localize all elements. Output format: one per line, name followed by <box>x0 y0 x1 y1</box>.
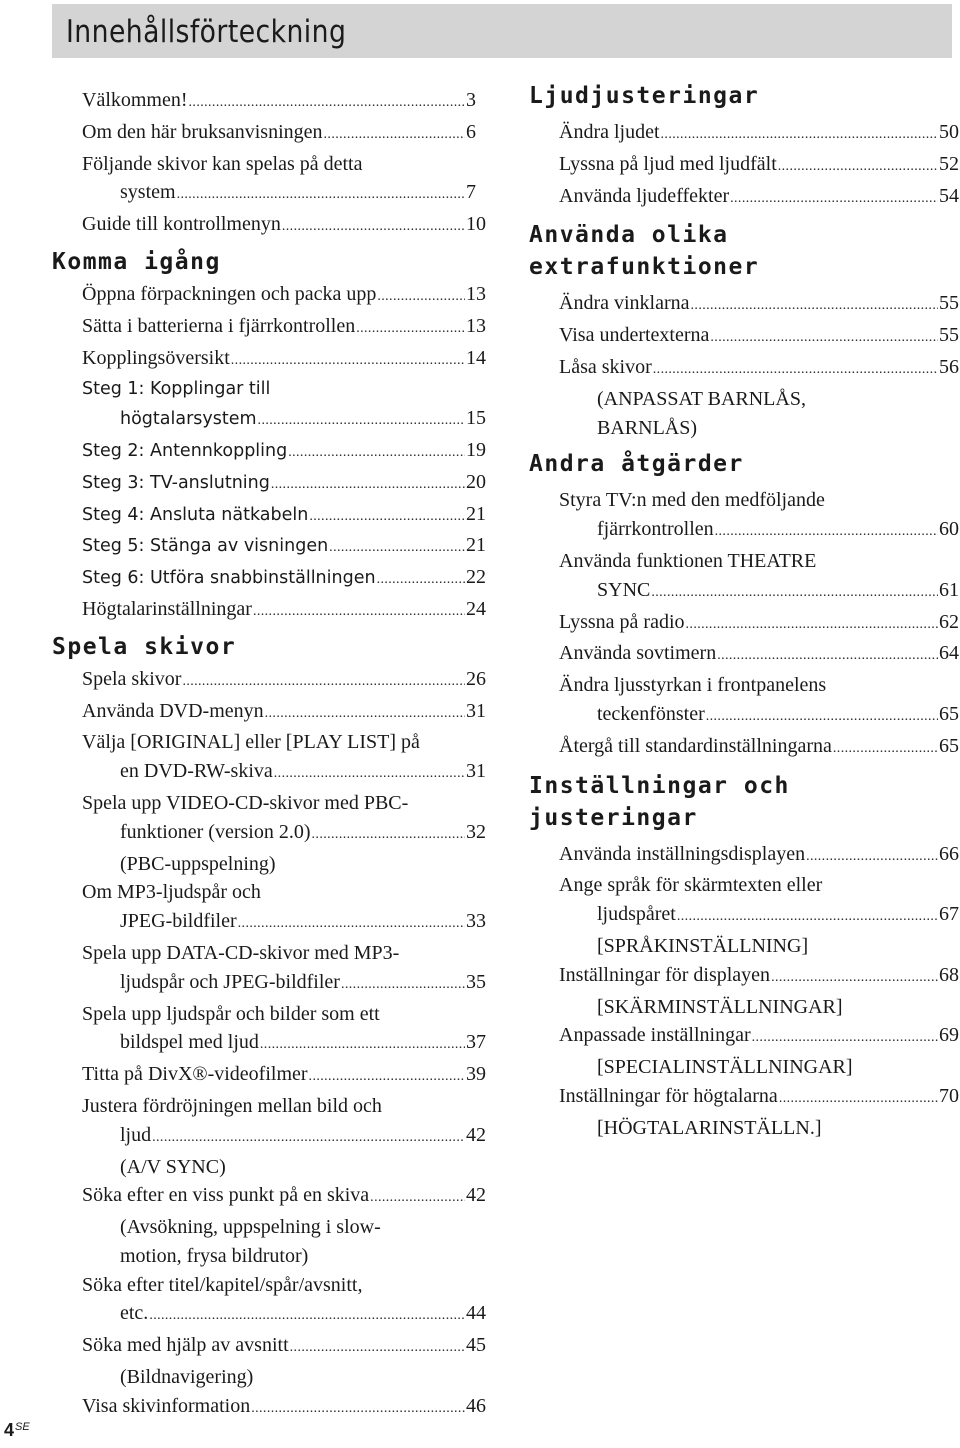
toc-entry-title: (PBC-uppspelning) <box>120 852 276 875</box>
toc-entry-title: Steg 6: Utföra snabbinställningen <box>82 568 376 589</box>
toc-entry[interactable] <box>559 289 959 321</box>
toc-entry-title: Inställningar för displayen <box>559 963 771 986</box>
toc-page-number: 35 <box>466 970 486 993</box>
toc-entry[interactable] <box>559 150 959 182</box>
toc-entry-title: Använda inställningsdisplayen <box>559 842 806 865</box>
toc-entry-title: ljudspåret <box>597 903 676 926</box>
language-code: SE <box>15 1421 30 1433</box>
toc-entry-title: Använda sovtimern <box>559 642 717 665</box>
toc-entry-title: Sätta i batterierna i fjärrkontrollen <box>82 314 356 337</box>
toc-entry[interactable] <box>82 1331 492 1392</box>
toc-entry-line <box>82 178 492 210</box>
toc-entry-line <box>559 1082 959 1114</box>
toc-entry-line <box>82 665 492 697</box>
toc-entry-line <box>559 321 959 353</box>
toc-entry-title: Steg 3: TV-anslutning <box>82 472 270 493</box>
section-heading: Komma igång <box>52 248 221 275</box>
toc-entry[interactable] <box>82 563 492 595</box>
toc-entry-line <box>559 932 959 961</box>
dot-leader <box>177 181 465 210</box>
dot-leader <box>778 153 938 182</box>
toc-entry-line <box>559 900 959 932</box>
toc-page-number: 67 <box>939 903 959 926</box>
toc-entry-title: Inställningar för högtalarna <box>559 1084 778 1107</box>
toc-entry[interactable] <box>82 728 492 789</box>
dot-leader <box>309 503 465 532</box>
toc-entry[interactable] <box>82 1000 492 1061</box>
section-heading: Andra åtgärder <box>529 451 744 478</box>
toc-page-number: 37 <box>466 1031 486 1054</box>
toc-entry-line <box>559 547 959 576</box>
toc-entry-title: ljudspår och JPEG-bildfiler <box>120 970 340 993</box>
toc-entry[interactable] <box>82 697 492 729</box>
toc-entry[interactable] <box>559 182 959 214</box>
toc-page-number: 52 <box>939 152 959 175</box>
toc-entry-line <box>82 595 492 627</box>
toc-entry-title: Välja [ORIGINAL] eller [PLAY LIST] på <box>82 731 420 754</box>
toc-entry[interactable] <box>559 1021 959 1082</box>
toc-entry-title: Ändra vinklarna <box>559 292 690 315</box>
toc-entry[interactable] <box>82 118 492 150</box>
dot-leader <box>251 1395 465 1424</box>
toc-entry-title: Högtalarinställningar <box>82 597 252 620</box>
toc-entry-title: Ange språk för skärmtexten eller <box>559 874 823 897</box>
toc-entry[interactable] <box>82 500 492 532</box>
dot-leader <box>661 121 938 150</box>
toc-entry-title: Välkommen! <box>82 89 188 111</box>
toc-entry[interactable] <box>82 210 492 242</box>
toc-entry-line <box>559 608 959 640</box>
dot-leader <box>730 185 938 214</box>
toc-entry-line <box>559 486 959 515</box>
dot-leader <box>706 703 938 732</box>
dot-leader <box>288 439 465 468</box>
toc-entry-title: Använda funktionen THEATRE <box>559 549 817 572</box>
toc-entry-title: (Avsökning, uppspelning i slow- <box>120 1216 381 1239</box>
toc-entry-title: (ANPASSAT BARNLÅS, <box>597 387 806 410</box>
dot-leader <box>189 89 465 118</box>
toc-entry-title: Spela upp DATA-CD-skivor med MP3- <box>82 941 400 964</box>
toc-entry-title: en DVD-RW-skiva <box>120 760 273 783</box>
toc-entry-line <box>82 1153 492 1182</box>
toc-page-number: 62 <box>939 610 959 633</box>
dot-leader <box>253 598 465 627</box>
dot-leader <box>290 1334 465 1363</box>
dot-leader <box>833 735 938 764</box>
dot-leader <box>356 315 465 344</box>
toc-entry-line <box>82 1299 492 1331</box>
toc-entry-title: funktioner (version 2.0) <box>120 820 311 843</box>
dot-leader <box>271 471 465 500</box>
toc-entry-title: Steg 4: Ansluta nätkabeln <box>82 504 309 525</box>
toc-entry-title: Söka med hjälp av avsnitt <box>82 1334 289 1357</box>
toc-entry[interactable] <box>82 665 492 697</box>
toc-page-number: 61 <box>939 578 959 601</box>
toc-entry[interactable] <box>82 86 492 118</box>
toc-entry[interactable] <box>82 1181 492 1270</box>
dot-leader <box>370 1184 465 1213</box>
dot-leader <box>238 910 465 939</box>
toc-entry-line <box>559 1021 959 1053</box>
toc-page-number: 26 <box>466 667 486 690</box>
toc-page-number: 7 <box>466 181 476 204</box>
toc-column-right <box>529 80 959 1143</box>
toc-entry-line <box>559 353 959 385</box>
toc-entry[interactable] <box>82 1092 492 1181</box>
toc-entry[interactable] <box>82 878 492 939</box>
dot-leader <box>651 579 938 608</box>
toc-entry-line <box>82 563 492 595</box>
toc-section-inställningar-och-justeringar <box>529 770 959 1143</box>
toc-entry-title: teckenfönster <box>597 702 705 725</box>
toc-entry-line <box>559 385 959 414</box>
section-heading: Spela skivor <box>52 633 237 660</box>
dot-leader <box>710 324 938 353</box>
toc-entry[interactable] <box>82 531 492 563</box>
toc-page-number: 14 <box>466 346 486 369</box>
toc-page-number: 20 <box>466 470 486 493</box>
toc-section-komma-igång <box>52 246 492 627</box>
toc-page-number: 3 <box>466 89 476 111</box>
toc-page-number: 44 <box>466 1302 486 1325</box>
toc-page-number: 33 <box>466 910 486 933</box>
toc-page-number: 24 <box>466 597 486 620</box>
toc-entry-title: Återgå till standardinställningarna <box>559 734 832 757</box>
toc-entry-line <box>82 697 492 729</box>
toc-entry-line <box>82 789 492 818</box>
toc-entry-line <box>82 436 492 468</box>
dot-leader <box>258 407 465 436</box>
dot-leader <box>377 283 465 312</box>
toc-entry-line <box>559 961 959 993</box>
toc-entry[interactable] <box>559 353 959 442</box>
toc-entry-line <box>82 1213 492 1242</box>
dot-leader <box>324 121 465 150</box>
toc-page-number: 6 <box>466 120 476 143</box>
toc-entry-title: Visa skivinformation <box>82 1394 251 1417</box>
toc-entry-line <box>82 850 492 879</box>
toc-entry-line <box>82 1271 492 1300</box>
toc-entry-title: Använda ljudeffekter <box>559 184 730 207</box>
toc-entry-line <box>559 118 959 150</box>
dot-leader <box>274 760 465 789</box>
toc-entry-title: Lyssna på radio <box>559 610 685 633</box>
toc-entry-line <box>559 993 959 1022</box>
toc-entry-line <box>82 404 492 436</box>
dot-leader <box>691 292 938 321</box>
toc-entry-line <box>559 1114 959 1143</box>
toc-entry-line <box>82 500 492 532</box>
toc-entry-line <box>82 1363 492 1392</box>
toc-entry[interactable] <box>559 871 959 960</box>
toc-entry-line <box>82 1392 492 1424</box>
section-heading: Ljudjusteringar <box>529 83 760 109</box>
toc-entry-line <box>82 118 492 150</box>
page-footer <box>4 1420 30 1441</box>
toc-page-number: 46 <box>466 1394 486 1417</box>
dot-leader <box>715 518 938 547</box>
dot-leader <box>677 903 938 932</box>
toc-section-spela-skivor <box>52 631 492 1424</box>
section-heading: Inställningar och justeringar <box>529 772 790 831</box>
toc-page-number: 19 <box>466 438 486 461</box>
dot-leader <box>152 1124 465 1153</box>
toc-entry-title: bildspel med ljud <box>120 1031 259 1054</box>
toc-entry-line <box>82 1060 492 1092</box>
toc-entry-title: [SPECIALINSTÄLLNINGAR] <box>597 1056 853 1079</box>
toc-entry-title: Följande skivor kan spelas på detta <box>82 152 363 175</box>
dot-leader <box>717 642 938 671</box>
toc-entry[interactable] <box>82 1271 492 1332</box>
toc-entry-title: BARNLÅS) <box>597 416 698 439</box>
toc-entry[interactable] <box>559 671 959 732</box>
toc-entry-line <box>559 576 959 608</box>
toc-entry[interactable] <box>82 312 492 344</box>
toc-entry-title: [SKÄRMINSTÄLLNINGAR] <box>597 995 843 1018</box>
toc-entry-line <box>559 871 959 900</box>
toc-entry-title: etc. <box>120 1302 149 1325</box>
toc-entry[interactable] <box>82 468 492 500</box>
dot-leader <box>341 971 465 1000</box>
toc-entry[interactable] <box>82 280 492 312</box>
toc-entry[interactable] <box>82 344 492 376</box>
toc-page-number: 65 <box>939 702 959 725</box>
toc-entry-line <box>559 700 959 732</box>
toc-entry-line <box>82 1242 492 1271</box>
toc-entry-title: Spela upp ljudspår och bilder som ett <box>82 1002 380 1025</box>
toc-section-använda-olika-extrafunktioner <box>529 219 959 442</box>
toc-entry[interactable] <box>559 732 959 764</box>
toc-entry-line <box>559 671 959 700</box>
toc-entry-line <box>82 818 492 850</box>
toc-section-ljudjusteringar <box>529 80 959 213</box>
toc-entry-title: Ändra ljusstyrkan i frontpanelens <box>559 674 827 697</box>
dot-leader <box>377 566 465 595</box>
dot-leader <box>752 1024 938 1053</box>
toc-entry-title: Ändra ljudet <box>559 121 660 143</box>
dot-leader <box>312 821 465 850</box>
toc-page-number: 56 <box>939 355 959 378</box>
toc-entry[interactable] <box>559 118 959 150</box>
toc-page-number: 55 <box>939 324 959 347</box>
toc-entry[interactable] <box>559 321 959 353</box>
toc-entry-line <box>559 1053 959 1082</box>
toc-entry-line <box>559 515 959 547</box>
toc-entry[interactable] <box>82 436 492 468</box>
toc-entry-line <box>82 1121 492 1153</box>
toc-column-left <box>52 80 492 1424</box>
toc-page-number: 65 <box>939 734 959 757</box>
toc-entry[interactable] <box>82 595 492 627</box>
toc-entry-title: Steg 5: Stänga av visningen <box>82 536 329 557</box>
toc-entry-title: SYNC <box>597 578 651 601</box>
toc-page-number: 68 <box>939 963 959 986</box>
dot-leader <box>182 668 465 697</box>
dot-leader <box>149 1302 465 1331</box>
toc-page-number: 60 <box>939 518 959 541</box>
toc-section-intro <box>52 80 492 242</box>
toc-entry[interactable] <box>82 939 492 1000</box>
dot-leader <box>653 356 938 385</box>
toc-entry[interactable] <box>82 375 492 436</box>
title-bar <box>52 4 952 58</box>
dot-leader <box>309 1063 465 1092</box>
toc-entry-title: motion, frysa bildrutor) <box>120 1244 309 1267</box>
toc-entry[interactable] <box>559 547 959 608</box>
toc-entry-title: Titta på DivX®-videofilmer <box>82 1063 308 1086</box>
toc-page-number: 64 <box>939 642 959 665</box>
toc-entry-line <box>82 728 492 757</box>
toc-entry[interactable] <box>559 1082 959 1143</box>
toc-entry-line <box>559 182 959 214</box>
toc-page-number: 13 <box>466 314 486 337</box>
toc-entry-line <box>82 968 492 1000</box>
toc-entry-title: Om MP3-ljudspår och <box>82 881 261 904</box>
toc-entry-line <box>82 150 492 179</box>
toc-section-andra-åtgärder <box>529 448 959 763</box>
toc-entry-line <box>82 468 492 500</box>
toc-entry-line <box>82 1028 492 1060</box>
toc-entry-title: Låsa skivor <box>559 355 652 378</box>
toc-entry-line <box>82 1331 492 1363</box>
toc-page-number: 32 <box>466 820 486 843</box>
toc-page-number: 50 <box>939 121 959 143</box>
toc-entry[interactable] <box>559 961 959 1022</box>
toc-entry-title: [SPRÅKINSTÄLLNING] <box>597 934 809 957</box>
toc-page-number: 21 <box>466 534 486 557</box>
toc-page-number: 21 <box>466 502 486 525</box>
toc-entry[interactable] <box>82 789 492 878</box>
dot-leader <box>686 611 938 640</box>
dot-leader <box>779 1085 938 1114</box>
toc-entry-line <box>559 150 959 182</box>
toc-entry[interactable] <box>559 840 959 872</box>
toc-entry-line <box>82 1000 492 1029</box>
toc-page-number: 69 <box>939 1024 959 1047</box>
toc-entry-title: Justera fördröjningen mellan bild och <box>82 1094 382 1117</box>
toc-entry-title: JPEG-bildfiler <box>120 910 237 933</box>
toc-entry[interactable] <box>82 1060 492 1092</box>
toc-entry-title: Använda DVD-menyn <box>82 699 264 722</box>
toc-entry-title: Söka efter titel/kapitel/spår/avsnitt, <box>82 1273 363 1296</box>
toc-entry-line <box>82 531 492 563</box>
toc-entry-title: Spela skivor <box>82 667 182 690</box>
toc-entry-line <box>82 280 492 312</box>
toc-entry-line <box>559 289 959 321</box>
toc-entry-title: (Bildnavigering) <box>120 1366 254 1389</box>
toc-entry-line <box>82 375 492 404</box>
toc-page-number: 66 <box>939 842 959 865</box>
toc-entry-line <box>82 1092 492 1121</box>
toc-entry-title: fjärrkontrollen <box>597 518 714 541</box>
toc-page-number: 39 <box>466 1063 486 1086</box>
toc-entry-title: Öppna förpackningen och packa upp <box>82 282 377 305</box>
dot-leader <box>231 347 465 376</box>
dot-leader <box>265 700 465 729</box>
toc-entry-line <box>82 344 492 376</box>
toc-page-number: 15 <box>466 407 486 430</box>
toc-entry-title: Om den här bruksanvisningen <box>82 120 323 143</box>
toc-entry-line <box>82 939 492 968</box>
page-title: Innehållsförteckning <box>66 14 347 50</box>
section-heading: Använda olika extrafunktioner <box>529 222 760 281</box>
toc-page-number: 42 <box>466 1123 486 1146</box>
toc-page-number: 10 <box>466 213 486 236</box>
toc-page-number: 70 <box>939 1084 959 1107</box>
toc-entry-line <box>559 639 959 671</box>
toc-entry-title: [HÖGTALARINSTÄLLN.] <box>597 1116 822 1139</box>
toc-entry-title: Söka efter en viss punkt på en skiva <box>82 1184 370 1207</box>
toc-entry-title: högtalarsystem <box>120 409 257 430</box>
toc-page-number: 13 <box>466 282 486 305</box>
toc-entry-title: Styra TV:n med den medföljande <box>559 489 825 512</box>
toc-entry-title: Guide till kontrollmenyn <box>82 213 281 236</box>
dot-leader <box>806 843 938 872</box>
toc-entry[interactable] <box>559 486 959 547</box>
toc-entry-title: Visa undertexterna <box>559 324 710 347</box>
toc-entry-title: ljud <box>120 1123 152 1146</box>
dot-leader <box>282 213 465 242</box>
toc-entry-title: Anpassade inställningar <box>559 1024 751 1047</box>
toc-entry-line <box>82 878 492 907</box>
page-number: 4 <box>4 1420 15 1440</box>
toc-entry[interactable] <box>82 1392 492 1424</box>
toc-page-number: 54 <box>939 184 959 207</box>
toc-entry-line <box>559 840 959 872</box>
dot-leader <box>329 534 465 563</box>
toc-entry[interactable] <box>82 150 492 211</box>
toc-entry-line <box>82 1181 492 1213</box>
dot-leader <box>771 964 938 993</box>
toc-entry-line <box>82 907 492 939</box>
toc-entry[interactable] <box>559 608 959 640</box>
toc-page-number: 31 <box>466 699 486 722</box>
toc-page-number: 42 <box>466 1184 486 1207</box>
toc-entry-title: Kopplingsöversikt <box>82 346 230 369</box>
toc-entry-line <box>559 732 959 764</box>
dot-leader <box>260 1031 465 1060</box>
toc-entry-title: Spela upp VIDEO-CD-skivor med PBC- <box>82 791 409 814</box>
toc-page-number: 55 <box>939 292 959 315</box>
toc-entry-title: system <box>120 181 176 204</box>
toc-entry-title: Steg 1: Kopplingar till <box>82 379 271 400</box>
toc-entry-line <box>82 210 492 242</box>
toc-page-number: 22 <box>466 566 486 589</box>
toc-entry-line <box>82 757 492 789</box>
toc-entry-title: Steg 2: Antennkoppling <box>82 440 288 461</box>
toc-entry[interactable] <box>559 639 959 671</box>
toc-entry-line <box>82 86 492 118</box>
toc-page-number: 31 <box>466 760 486 783</box>
toc-page-number: 45 <box>466 1334 486 1357</box>
toc-entry-title: Lyssna på ljud med ljudfält <box>559 152 777 175</box>
toc-entry-line <box>559 414 959 443</box>
toc-entry-title: (A/V SYNC) <box>120 1155 226 1178</box>
toc-entry-line <box>82 312 492 344</box>
